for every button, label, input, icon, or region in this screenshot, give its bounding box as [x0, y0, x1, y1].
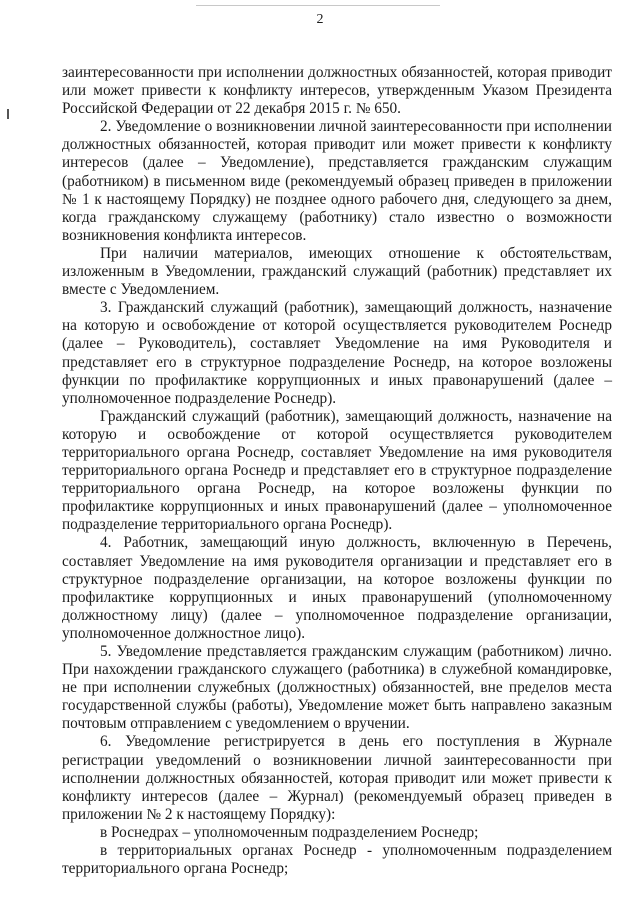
- paragraph-10: в территориальных органах Роснедр - уполномоченным подразделением территориального органа Роснедр;: [62, 842, 612, 878]
- document-body: [62, 64, 612, 878]
- paragraph-1: заинтересованности при исполнении должностных обязанностей, которая приводит или может привести к конфликту интересов, утвержденным Указом Президента Российской Федерации от 22 декабря 2015 г. № 650.: [62, 64, 612, 118]
- paragraph-4: 3. Гражданский служащий (работник), замещающий должность, назначение на которую и освобождение от которой осуществляется руководителем Роснедр (далее – Руководитель), составляет Уведомление на имя Руководителя и представляет его в структурное подразделение Роснедр, на которое возложены функции по профилактике коррупционных и иных правонарушений (далее – уполномоченное подразделение Роснедр).: [62, 299, 612, 407]
- paragraph-9: в Роснедрах – уполномоченным подразделением Роснедр;: [100, 823, 479, 841]
- paragraph-3: При наличии материалов, имеющих отношение к обстоятельствам, изложенным в Уведомлении, гражданский служащий (работник) представляет их вместе с Уведомлением.: [62, 244, 612, 299]
- scan-top-line: [196, 5, 440, 6]
- margin-mark: [7, 109, 9, 119]
- paragraph-6: 4. Работник, замещающий иную должность, включенную в Перечень, составляет Уведомление на имя руководителя организации и представляет его в структурное подразделение организации, на которое возложены функции по профилактике коррупционных и иных правонарушений (уполномоченному должностному лицу) (далее – уполномоченное подразделение организации, уполномоченное должностное лицо).: [62, 534, 612, 642]
- paragraph-5: Гражданский служащий (работник), замещающий должность, назначение на которую и освобождение от которой осуществляется руководителем территориального органа Роснедр, составляет Уведомление на имя руководителя территориального органа Роснедр и представляет его в структурное подразделение территориального органа Роснедр, на которое возложены функции по профилактике коррупционных и иных правонарушений (далее – уполномоченное подразделение территориального органа Роснедр).: [62, 407, 612, 534]
- paragraph-7: 5. Уведомление представляется гражданским служащим (работником) лично. При нахождении гражданского служащего (работника) в служебной командировке, не при исполнении служебных (должностных) обязанностей, вне пределов места государственной службы (работы), Уведомление может быть направлено заказным почтовым отправлением с уведомлением о вручении.: [62, 643, 612, 733]
- paragraph-8: 6. Уведомление регистрируется в день его поступления в Журнале регистрации уведомлений о возникновении личной заинтересованности при исполнении должностных обязанностей, которая приводит или может привести к конфликту интересов (далее – Журнал) (рекомендуемый образец приведен в приложении № 2 к настоящему Порядку):: [62, 733, 612, 823]
- page-number: 2: [316, 12, 324, 27]
- paragraph-2: 2. Уведомление о возникновении личной заинтересованности при исполнении должностных обязанностей, которая приводит или может привести к конфликту интересов (далее – Уведомление), представляется гражданским служащим (работником) в письменном виде (рекомендуемый образец приведен в приложении № 1 к настоящему Порядку) не позднее одного рабочего дня, следующего за днем, когда гражданскому служащему (работнику) стало известно о возможности возникновения конфликта интересов.: [62, 118, 612, 244]
